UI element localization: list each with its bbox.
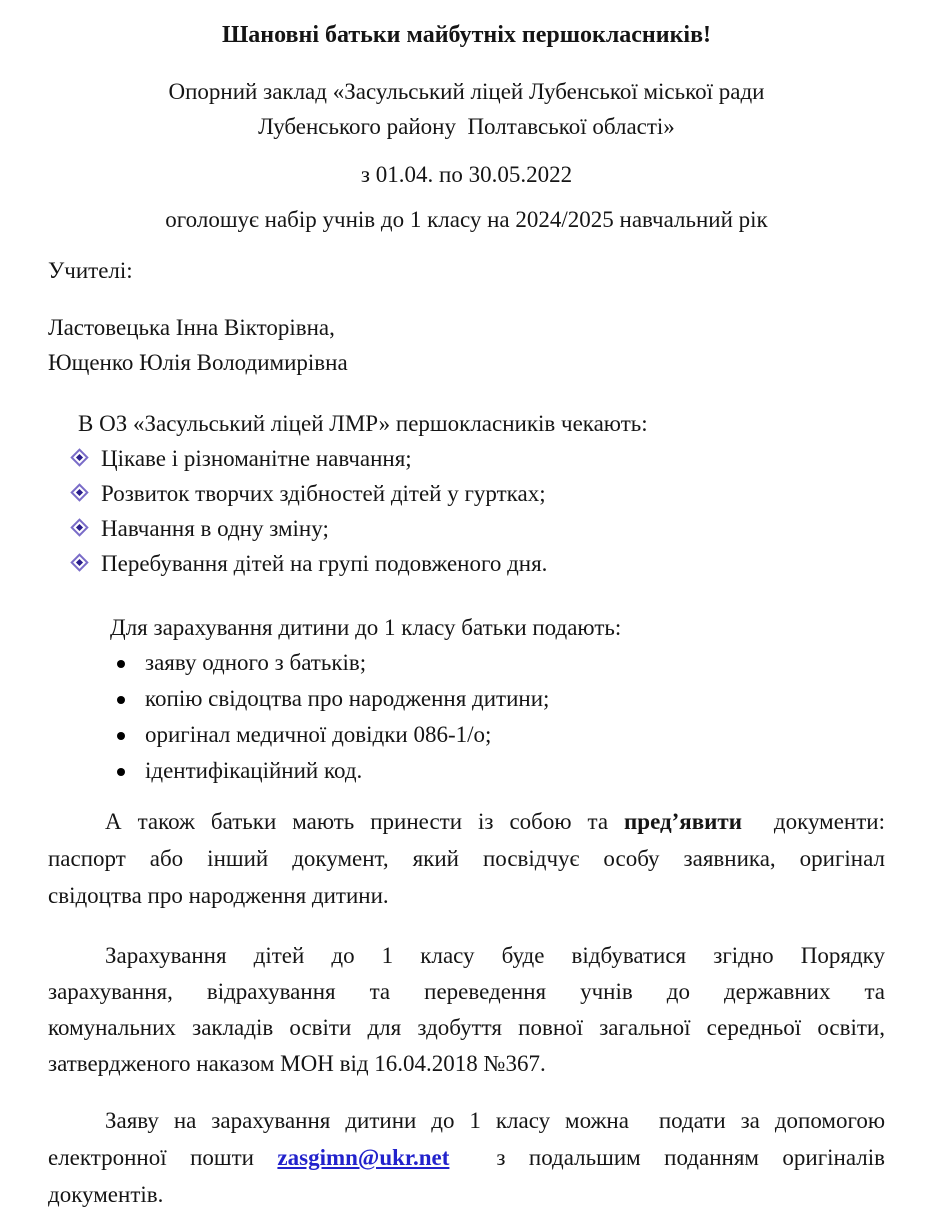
paragraph-text: з подальшим поданням оригіналів: [449, 1145, 885, 1170]
paragraph-line: документів.: [48, 1182, 164, 1207]
features-section: [48, 406, 885, 581]
announcement-line: оголошує набір учнів до 1 класу на 2024/2025 навчальний рік: [165, 207, 768, 232]
paragraph-present-documents: [48, 803, 885, 914]
list-item: [48, 681, 885, 717]
diamond-bullet-icon: [70, 483, 88, 501]
paragraph-line: свідоцтва про народження дитини.: [48, 883, 389, 908]
feature-text: Навчання в одну зміну;: [101, 516, 329, 541]
document-text: копію свідоцтва про народження дитини;: [145, 686, 550, 711]
teacher-names: [48, 310, 885, 380]
document-text: заяву одного з батьків;: [145, 650, 367, 675]
paragraph-text: документи:: [741, 809, 885, 834]
document-text: оригінал медичної довідки 086-1/о;: [145, 722, 492, 747]
diamond-bullet-inner: [76, 559, 83, 566]
paragraph-application-email: [48, 1102, 885, 1213]
paragraph-line: [48, 803, 885, 840]
documents-section: [48, 610, 885, 789]
date-range: з 01.04. по 30.05.2022: [360, 162, 573, 187]
list-item: [48, 546, 885, 581]
list-item: [48, 753, 885, 789]
features-list: [48, 441, 885, 581]
diamond-bullet-inner: [76, 489, 83, 496]
paragraph-line: Заяву на зарахування дитини до 1 класу можна подати за допомогою: [105, 1108, 885, 1133]
diamond-bullet-icon: [70, 448, 88, 466]
diamond-bullet-icon: [70, 518, 88, 536]
feature-text: Перебування дітей на групі подовженого дня.: [101, 551, 548, 576]
paragraph-line: паспорт або інший документ, який посвідчує особу заявника, оригінал: [48, 846, 885, 871]
features-intro: В ОЗ «Засульський ліцей ЛМР» першокласників чекають:: [78, 411, 648, 436]
diamond-bullet-icon: [70, 553, 88, 571]
round-bullet-icon: [117, 768, 125, 776]
paragraph-enrollment-order: [48, 938, 885, 1082]
organization-name: [48, 74, 885, 144]
round-bullet-icon: [117, 732, 125, 740]
paragraph-line: Зарахування дітей до 1 класу буде відбуватися згідно Порядку: [105, 943, 885, 968]
teacher-name-2: Ющенко Юлія Володимирівна: [48, 350, 348, 375]
list-item: [48, 645, 885, 681]
paragraph-line: затвердженого наказом МОН від 16.04.2018 №367.: [48, 1051, 546, 1076]
teachers-label: Учителі:: [48, 258, 133, 283]
teacher-name-1: Ластовецька Інна Вікторівна,: [48, 315, 335, 340]
page-title: Шановні батьки майбутніх першокласників!: [221, 22, 712, 48]
diamond-bullet-inner: [76, 454, 83, 461]
feature-text: Розвиток творчих здібностей дітей у гуртках;: [101, 481, 546, 506]
paragraph-line: комунальних закладів освіти для здобуття повної загальної середньої освіти,: [48, 1015, 885, 1040]
email-link[interactable]: zasgimn@ukr.net: [277, 1145, 450, 1170]
document-text: ідентифікаційний код.: [145, 758, 363, 783]
feature-text: Цікаве і різноманітне навчання;: [101, 446, 412, 471]
paragraph-line: зарахування, відрахування та переведення учнів до державних та: [48, 979, 885, 1004]
documents-list: [48, 645, 885, 789]
round-bullet-icon: [117, 660, 125, 668]
diamond-bullet-inner: [76, 524, 83, 531]
list-item: [48, 476, 885, 511]
paragraph-text: А також батьки мають принести із собою та: [105, 809, 625, 834]
list-item: [48, 511, 885, 546]
org-line-2: Лубенського району Полтавської області»: [258, 114, 675, 139]
org-line-1: Опорний заклад «Засульський ліцей Лубенської міської ради: [168, 79, 765, 104]
list-item: [48, 717, 885, 753]
paragraph-line: [48, 1139, 885, 1176]
documents-intro: Для зарахування дитини до 1 класу батьки подають:: [110, 615, 622, 640]
round-bullet-icon: [117, 696, 125, 704]
paragraph-bold-text: пред’явити: [624, 809, 742, 834]
paragraph-text: електронної пошти: [48, 1145, 278, 1170]
list-item: [48, 441, 885, 476]
